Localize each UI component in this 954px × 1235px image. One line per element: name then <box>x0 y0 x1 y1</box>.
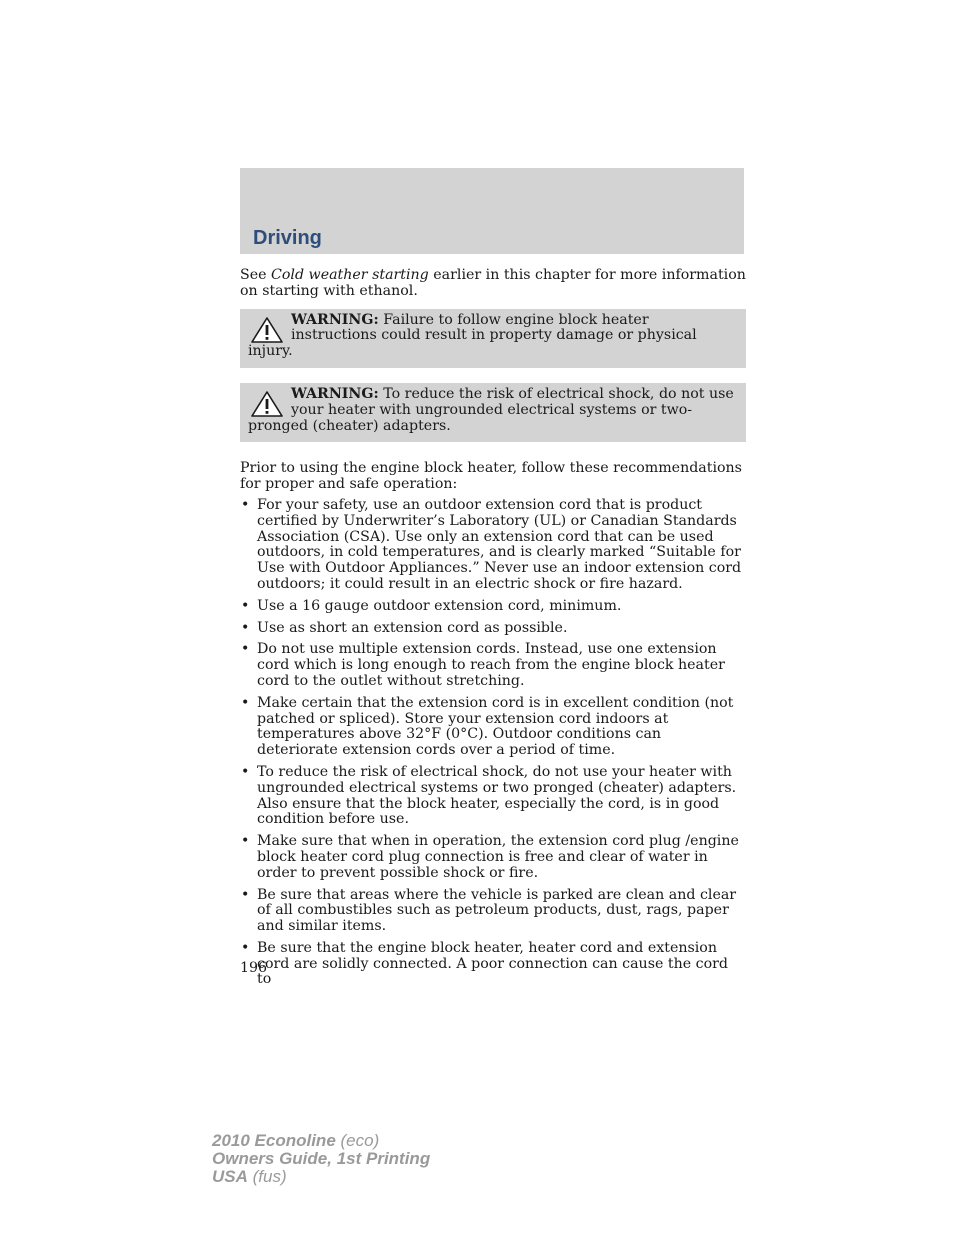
list-item: • Make certain that the extension cord is in excellent condition (not patched or spliced). Store your extension cord indoors at temperatures above 32°F (0°C). Outdoor conditions can deteriorate extension cords over a period of time. <box>240 696 746 759</box>
footer-market: USA <box>212 1167 248 1186</box>
list-item: • Make sure that when in operation, the extension cord plug /engine block heater cord plug connection is free and clear of water in order to prevent possible shock or fire. <box>240 834 746 881</box>
warning-text: Failure to follow engine block heater instructions could result in property damage or physical injury. <box>248 311 697 360</box>
recommendations-list <box>240 498 746 988</box>
list-item: • Use as short an extension cord as possible. <box>240 621 746 637</box>
intro-text-end: earlier in this chapter for more information on starting with ethanol. <box>240 267 746 299</box>
warning-label: WARNING: <box>291 311 379 328</box>
footer-line-market <box>212 1168 430 1186</box>
footer-market-code: (fus) <box>247 1167 287 1186</box>
page-content <box>240 268 746 994</box>
page-number: 196 <box>240 960 268 976</box>
document-footer <box>212 1132 430 1186</box>
cross-reference: Cold weather starting <box>271 267 429 283</box>
list-item: • Do not use multiple extension cords. Instead, use one extension cord which is long enough to reach from the engine block heater cord to the outlet without stretching. <box>240 642 746 689</box>
section-title: Driving <box>253 227 322 249</box>
warning-triangle-icon <box>250 316 284 344</box>
section-header <box>240 168 744 254</box>
footer-line-edition: Owners Guide, 1st Printing <box>212 1149 431 1168</box>
list-item: • Use a 16 gauge outdoor extension cord, minimum. <box>240 599 746 615</box>
warning-text: To reduce the risk of electrical shock, do not use your heater with ungrounded electrical systems or two-pronged (cheater) adapters. <box>248 385 734 434</box>
intro-paragraph <box>240 268 746 300</box>
prior-paragraph: Prior to using the engine block heater, follow these recommendations for proper and safe operation: <box>240 460 742 493</box>
footer-model: 2010 Econoline <box>212 1131 336 1150</box>
footer-line-model <box>212 1132 430 1150</box>
list-item: • To reduce the risk of electrical shock, do not use your heater with ungrounded electrical systems or two pronged (cheater) adapters. Also ensure that the block heater, especially the cord, is in good condition before use. <box>240 765 746 828</box>
list-item: • Be sure that areas where the vehicle is parked are clean and clear of all combustibles such as petroleum products, dust, rags, paper and similar items. <box>240 888 746 935</box>
list-item: • For your safety, use an outdoor extension cord that is product certified by Underwriter’s Laboratory (UL) or Canadian Standards Association (CSA). Use only an extension cord that can be used outdoors, in cold temperatures, and is clearly marked “Suitable for Use with Outdoor Appliances.” Never use an indoor extension cord outdoors; it could result in an electric shock or fire hazard. <box>240 498 746 593</box>
footer-model-code: (eco) <box>335 1131 380 1150</box>
list-item: • Be sure that the engine block heater, heater cord and extension cord are solidly connected. A poor connection can cause the cord to <box>240 941 746 988</box>
warning-label: WARNING: <box>291 385 379 402</box>
warning-box <box>240 383 746 442</box>
intro-text: See <box>240 267 272 283</box>
warning-box <box>240 309 746 368</box>
warning-triangle-icon <box>250 390 284 418</box>
